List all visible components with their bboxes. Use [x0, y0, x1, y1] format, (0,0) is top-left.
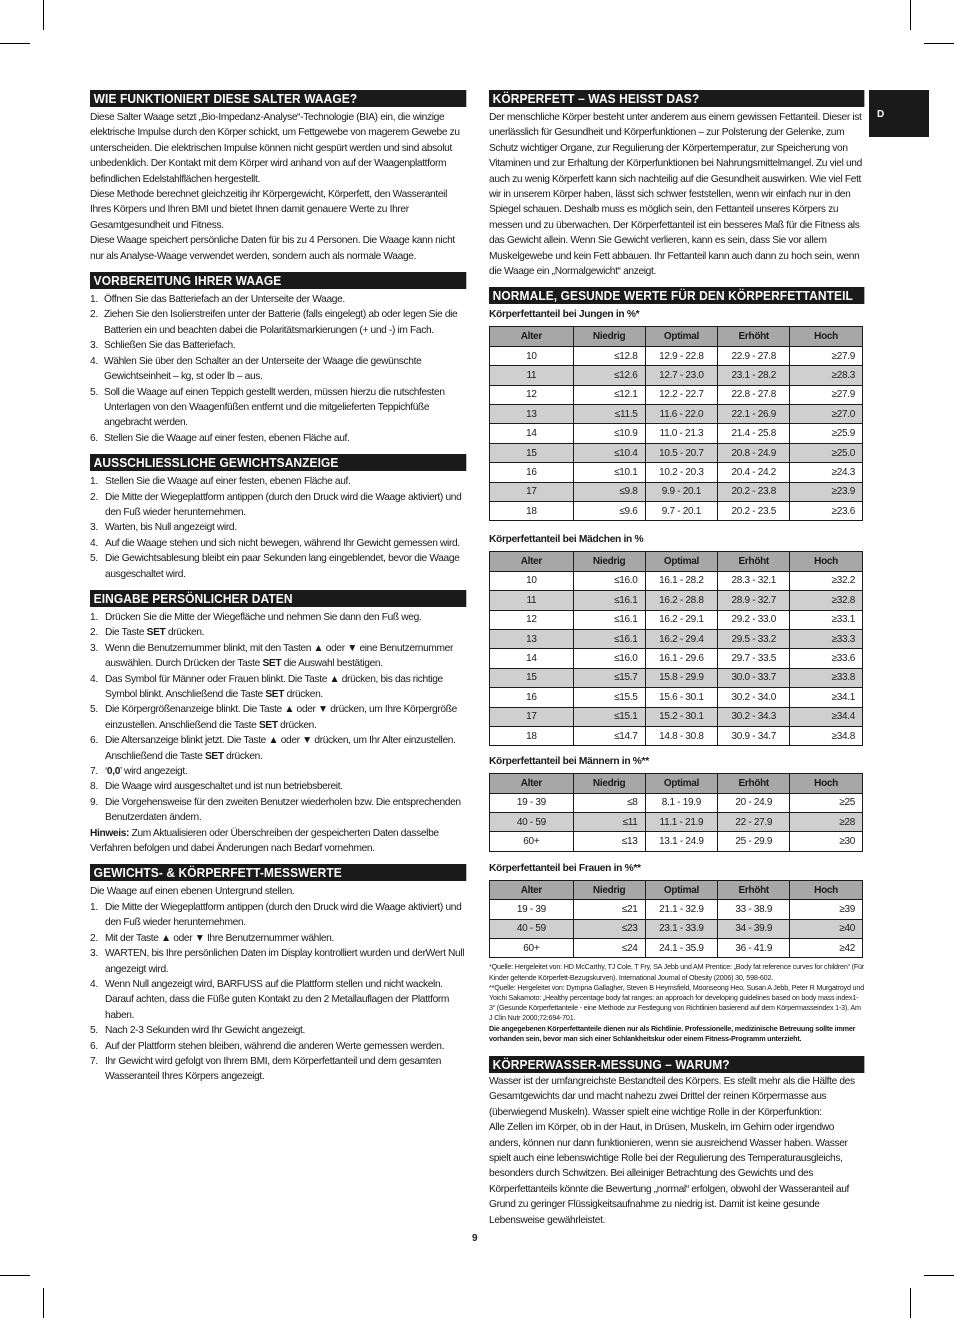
table-row [490, 482, 863, 501]
table-cell: 11.1 - 21.9 [645, 813, 718, 832]
table-cell: 16.2 - 28.8 [645, 591, 718, 610]
section-body-fat [489, 90, 864, 279]
footnote-source-1: *Quelle: Hergeleitet von: HD McCarthy, TJ Cole, T Fry, SA Jebb und AM Prentice: „Body fat reference curves for children“ (Für Kinder geltende Körperfett-Bezugskurven). International Journal of Obesity (2006) 30, 598-602. [489, 962, 864, 982]
table-cell: 20.8 - 24.9 [718, 443, 790, 462]
paragraph: Alle Zellen im Körper, ob in der Haut, in Drüsen, Muskeln, im Gehirn oder irgendwo anders, können nur dann funktionieren, wenn sie ausreichend Wasser haben. Wasser spielt auch eine lebenswichtige Rolle bei der Regulierung des Temperaturausgleichs, besonders durch Schwitzen. Bei alleiniger Betrachtung des Gewichts und des Körperfettanteils könnte die Bewertung „normal“ erfolgen, obwohl der Wasseranteil auf Grund zu geringer Flüssigkeitsaufnahme zu niedrig ist. Damit ist keine gesunde Lebensweise gewährleistet. [489, 1122, 850, 1226]
table-cell: 13 [490, 405, 574, 424]
list-item: 5. Die Körpergrößenanzeige blinkt. Die Taste ▲ oder ▼ drücken, um Ihre Körpergröße einzustellen. Anschließend die Taste SET drücken. [90, 704, 457, 731]
list-item: 6. Die Altersanzeige blinkt jetzt. Die Taste ▲ oder ▼ drücken, um Ihr Alter einzustellen. Anschließend die Taste SET drücken. [90, 735, 456, 762]
column-header: Hoch [790, 880, 863, 899]
list-item: 3. WARTEN, bis Ihre persönlichen Daten im Display kontrolliert wurden und derWert Null angezeigt wird. [90, 948, 465, 975]
crop-mark [924, 1275, 954, 1276]
table-cell: 15 [490, 443, 574, 462]
list-item: 3. Warten, bis Null angezeigt wird. [90, 522, 237, 534]
table-cell: 9.9 - 20.1 [645, 482, 718, 501]
list-item: 4. Wählen Sie über den Schalter an der Unterseite der Waage die gewünschte Gewichtseinheit – kg, st oder lb – aus. [90, 355, 422, 383]
table-cell: 34 - 39.9 [718, 919, 790, 938]
table-row [490, 629, 863, 648]
left-column [90, 90, 466, 1093]
table-cell: ≥42 [790, 939, 863, 958]
table-title-women: Körperfettanteil bei Frauen in %** [489, 862, 641, 874]
table-cell: 10.5 - 20.7 [645, 443, 718, 462]
table-cell: ≤21 [573, 900, 645, 919]
table-row [490, 919, 863, 938]
table-cell: 8.1 - 19.9 [645, 793, 718, 812]
zero-display-label: 0,0 [106, 766, 121, 778]
table-row [490, 405, 863, 424]
list-item: 4. Wenn Null angezeigt wird, BARFUSS auf die Plattform stellen und nicht wackeln. Darauf achten, dass die Füße guten Kontakt zu den 2 Metallauflagen der Plattform haben. [90, 978, 450, 1021]
table-cell: 22.9 - 27.8 [718, 346, 790, 365]
table-cell: 19 - 39 [490, 793, 574, 812]
column-header: Optimal [645, 552, 718, 571]
table-title-boys: Körperfettanteil bei Jungen in %* [489, 309, 640, 321]
table-cell: 16.1 - 29.6 [645, 649, 718, 668]
table-cell: ≥25 [790, 793, 863, 812]
section-weight-only [90, 454, 466, 582]
table-cell: 11 [490, 591, 574, 610]
table-cell: 25 - 29.9 [718, 832, 790, 851]
crop-mark [910, 1288, 911, 1318]
table-cell: ≥28.3 [790, 366, 863, 385]
table-cell: 14.8 - 30.8 [645, 726, 718, 745]
table-cell: ≤24 [573, 939, 645, 958]
table-cell: 11 [490, 366, 574, 385]
list-item: 4. Das Symbol für Männer oder Frauen blinkt. Die Taste ▲ drücken, bis das richtige Symbol blinkt. Anschließend die Taste SET drücken. [90, 673, 443, 700]
table-cell: 16.2 - 29.1 [645, 610, 718, 629]
table-row [490, 900, 863, 919]
table-cell: 30.0 - 33.7 [718, 668, 790, 687]
table-cell: 60+ [490, 939, 574, 958]
table-cell: 20.2 - 23.5 [718, 501, 790, 520]
list-item: 1. Stellen Sie die Waage auf einer festen, ebenen Fläche auf. [90, 476, 351, 488]
table-cell: ≤14.7 [573, 726, 645, 745]
table-cell: ≤9.6 [573, 501, 645, 520]
section-heading: AUSSCHLIESSLICHE GEWICHTSANZEIGE [90, 454, 466, 471]
table-row [490, 707, 863, 726]
table-cell: 29.2 - 33.0 [718, 610, 790, 629]
table-cell: 28.3 - 32.1 [718, 571, 790, 590]
table-cell: 22.8 - 27.8 [718, 385, 790, 404]
table-cell: 16.2 - 29.4 [645, 629, 718, 648]
table-cell: ≥33.8 [790, 668, 863, 687]
table-cell: ≥32.8 [790, 591, 863, 610]
column-header: Optimal [645, 774, 718, 793]
column-header: Alter [490, 327, 574, 346]
table-cell: ≤10.1 [573, 463, 645, 482]
list-item: 9. Die Vorgehensweise für den zweiten Benutzer wiederholen bzw. Die entsprechenden Benutzerdaten ändern. [90, 796, 461, 824]
table-cell: 10 [490, 571, 574, 590]
section-heading: WIE FUNKTIONIERT DIESE SALTER WAAGE? [90, 90, 466, 107]
crop-mark [0, 1275, 30, 1276]
table-cell: 23.1 - 33.9 [645, 919, 718, 938]
section-preparation [90, 272, 466, 446]
table-cell: ≥34.8 [790, 726, 863, 745]
table-women [489, 880, 863, 959]
table-row [490, 463, 863, 482]
table-cell: 21.4 - 25.8 [718, 424, 790, 443]
table-cell: ≥27.9 [790, 346, 863, 365]
table-cell: 12 [490, 385, 574, 404]
set-key-label: SET [258, 719, 278, 731]
column-header: Alter [490, 552, 574, 571]
list-item: 7. Ihr Gewicht wird gefolgt von Ihrem BMI, dem Körperfettanteil und dem gesamten Wasseranteil Ihres Körpers angezeigt. [90, 1055, 442, 1083]
paragraph: Wasser ist der umfangreichste Bestandteil des Körpers. Es stellt mehr als die Hälfte des Gesamtgewichts dar und macht nahezu zwei Drittel der reinen Körpermasse aus (überwiegend Muskeln). Wasser spielt eine wichtige Rolle in der Körperfunktion: [489, 1076, 855, 1118]
section-healthy-values [489, 287, 864, 1044]
column-header: Erhöht [718, 774, 790, 793]
preparation-steps [90, 292, 466, 446]
table-cell: 20.4 - 24.2 [718, 463, 790, 482]
measurement-steps [90, 900, 466, 1085]
table-cell: 17 [490, 482, 574, 501]
set-key-label: SET [204, 750, 224, 762]
page-number: 9 [472, 1233, 478, 1244]
table-row [490, 424, 863, 443]
table-cell: ≥25.0 [790, 443, 863, 462]
list-item: 2. Die Mitte der Wiegeplattform antippen (durch den Druck wird die Waage aktiviert) und den Fuß wieder herunternehmen. [90, 491, 462, 518]
table-cell: ≤11.5 [573, 405, 645, 424]
table-row [490, 501, 863, 520]
table-cell: ≥34.4 [790, 707, 863, 726]
table-cell: ≥27.9 [790, 385, 863, 404]
table-cell: 13 [490, 629, 574, 648]
table-cell: ≥28 [790, 813, 863, 832]
column-header: Erhöht [718, 880, 790, 899]
column-header: Erhöht [718, 552, 790, 571]
weight-only-steps [90, 474, 466, 582]
table-cell: ≥32.2 [790, 571, 863, 590]
table-cell: 33 - 38.9 [718, 900, 790, 919]
column-header: Niedrig [573, 774, 645, 793]
column-header: Niedrig [573, 880, 645, 899]
table-cell: 29.5 - 33.2 [718, 629, 790, 648]
table-cell: 16.1 - 28.2 [645, 571, 718, 590]
table-cell: ≥30 [790, 832, 863, 851]
paragraph: Diese Waage speichert persönliche Daten für bis zu 4 Personen. Die Waage kann nicht nur als Analyse-Waage verwendet werden, sondern auch als normale Waage. [90, 235, 455, 262]
list-item: 8. Die Waage wird ausgeschaltet und ist nun betriebsbereit. [90, 781, 343, 793]
crop-mark [924, 43, 954, 44]
table-row [490, 668, 863, 687]
table-cell: 10 [490, 346, 574, 365]
table-row [490, 832, 863, 851]
list-item: 5. Die Gewichtsablesung bleibt ein paar Sekunden lang eingeblendet, bevor die Waage ausgeschaltet wird. [90, 553, 460, 580]
table-cell: 15.6 - 30.1 [645, 688, 718, 707]
list-item: 1. Die Mitte der Wiegeplattform antippen (durch den Druck wird die Waage aktiviert) und den Fuß wieder herunternehmen. [90, 901, 462, 929]
table-cell: ≥33.3 [790, 629, 863, 648]
table-cell: ≤16.1 [573, 591, 645, 610]
table-cell: 12.2 - 22.7 [645, 385, 718, 404]
list-item: 1. Drücken Sie die Mitte der Wiegefläche und nehmen Sie dann den Fuß weg. [90, 611, 422, 623]
table-cell: 9.7 - 20.1 [645, 501, 718, 520]
table-cell: ≤12.8 [573, 346, 645, 365]
table-cell: 12.9 - 22.8 [645, 346, 718, 365]
table-row [490, 939, 863, 958]
list-item: 3. Schließen Sie das Batteriefach. [90, 340, 236, 352]
table-cell: ≤15.5 [573, 688, 645, 707]
list-item: 6. Auf der Plattform stehen bleiben, während die anderen Werte gemessen werden. [90, 1040, 445, 1052]
table-cell: 24.1 - 35.9 [645, 939, 718, 958]
table-cell: 14 [490, 424, 574, 443]
section-personal-data [90, 590, 466, 857]
table-cell: ≥27.0 [790, 405, 863, 424]
set-key-label: SET [146, 627, 166, 639]
table-cell: 20.2 - 23.8 [718, 482, 790, 501]
table-row [490, 813, 863, 832]
table-cell: 12.7 - 23.0 [645, 366, 718, 385]
table-cell: ≥25.9 [790, 424, 863, 443]
table-cell: ≤16.1 [573, 629, 645, 648]
table-cell: 18 [490, 726, 574, 745]
table-cell: ≤12.6 [573, 366, 645, 385]
list-item: 6. Stellen Sie die Waage auf einer festen, ebenen Fläche auf. [90, 432, 350, 444]
list-item: 5. Nach 2-3 Sekunden wird Ihr Gewicht angezeigt. [90, 1025, 306, 1037]
table-cell: 13.1 - 24.9 [645, 832, 718, 851]
table-cell: 15.8 - 29.9 [645, 668, 718, 687]
table-row [490, 610, 863, 629]
table-cell: 15.2 - 30.1 [645, 707, 718, 726]
column-header: Niedrig [573, 552, 645, 571]
table-cell: ≥40 [790, 919, 863, 938]
table-cell: 18 [490, 501, 574, 520]
table-row [490, 591, 863, 610]
list-item: 5. Soll die Waage auf einen Teppich gestellt werden, müssen hierzu die rutschfesten Unterlagen von den Waagenfüßen entfernt und die mitgelieferten Teppichfüße angebracht werden. [90, 386, 445, 429]
table-title-men: Körperfettanteil bei Männern in %** [489, 756, 649, 768]
table-cell: 30.2 - 34.0 [718, 688, 790, 707]
table-cell: 30.2 - 34.3 [718, 707, 790, 726]
table-cell: ≤13 [573, 832, 645, 851]
paragraph: Die Waage auf einen ebenen Untergrund stellen. [90, 886, 295, 898]
table-cell: ≤10.4 [573, 443, 645, 462]
table-cell: 29.7 - 33.5 [718, 649, 790, 668]
table-cell: ≤9.8 [573, 482, 645, 501]
section-heading: GEWICHTS- & KÖRPERFETT-MESSWERTE [90, 864, 466, 881]
table-cell: ≥23.6 [790, 501, 863, 520]
table-cell: ≤11 [573, 813, 645, 832]
column-header: Niedrig [573, 327, 645, 346]
table-cell: ≥24.3 [790, 463, 863, 482]
table-row [490, 366, 863, 385]
table-cell: 15 [490, 668, 574, 687]
list-item: 2. Mit der Taste ▲ oder ▼ Ihre Benutzernummer wählen. [90, 932, 334, 944]
table-cell: 17 [490, 707, 574, 726]
table-row [490, 346, 863, 365]
paragraph: Diese Methode berechnet gleichzeitig ihr Körpergewicht, Körperfett, den Wasseranteil Ihres Körpers und Ihren BMI und bietet Ihnen damit genauere Werte zu Ihrer Gesamtgesundheit und Fitness. [90, 189, 447, 231]
table-cell: ≤15.7 [573, 668, 645, 687]
set-key-label: SET [265, 689, 285, 700]
table-cell: 40 - 59 [490, 813, 574, 832]
table-cell: 10.2 - 20.3 [645, 463, 718, 482]
section-heading: NORMALE, GESUNDE WERTE FÜR DEN KÖRPERFETTANTEIL [489, 287, 864, 304]
table-title-girls: Körperfettanteil bei Mädchen in % [489, 534, 644, 546]
table-cell: ≥33.1 [790, 610, 863, 629]
list-item: 3. Wenn die Benutzernummer blinkt, mit den Tasten ▲ oder ▼ eine Benutzernummer auswählen. Durch Drücken der Taste SET die Auswahl bestätigen. [90, 642, 454, 670]
table-men [489, 773, 863, 852]
list-item: 2. Ziehen Sie den Isolierstreifen unter der Batterie (falls eingelegt) ab oder legen Sie die Batterien ein und beachten dabei die Polaritätsmarkierungen (+ und -) im Fach. [90, 309, 458, 336]
column-header: Optimal [645, 880, 718, 899]
table-row [490, 726, 863, 745]
table-cell: ≥39 [790, 900, 863, 919]
table-cell: ≤12.1 [573, 385, 645, 404]
list-item: 1. Öffnen Sie das Batteriefach an der Unterseite der Waage. [90, 294, 345, 306]
column-header: Hoch [790, 774, 863, 793]
table-cell: 11.0 - 21.3 [645, 424, 718, 443]
table-row [490, 688, 863, 707]
section-heading: VORBEREITUNG IHRER WAAGE [90, 272, 466, 289]
table-cell: 16 [490, 463, 574, 482]
table-cell: 21.1 - 32.9 [645, 900, 718, 919]
table-cell: ≥33.6 [790, 649, 863, 668]
table-cell: 60+ [490, 832, 574, 851]
column-header: Hoch [790, 552, 863, 571]
table-cell: 22 - 27.9 [718, 813, 790, 832]
table-cell: 12 [490, 610, 574, 629]
table-cell: 30.9 - 34.7 [718, 726, 790, 745]
table-cell: ≥23.9 [790, 482, 863, 501]
column-header: Alter [490, 880, 574, 899]
footnote-source-2: **Quelle: Hergeleitet von: Dympna Gallagher, Steven B Heymsfield, Moonseong Heo, Susan A Jebb, Peter R Murgatroyd und Yoichi Sakamoto: „Healthy percentage body fat ranges: an approach for developing guidelines based on body mass index1-3“ (Gesunde Körperfettanteile - eine Methode zur Festlegung von Richtlinien basierend auf dem Körpermasseindex 1-3). Am J Clin Nutr 2000;72:694-701. [489, 982, 864, 1023]
column-header: Erhöht [718, 327, 790, 346]
set-key-label: SET [262, 658, 282, 670]
section-heading: KÖRPERWASSER-MESSUNG – WARUM? [489, 1056, 864, 1073]
crop-mark [910, 0, 911, 30]
table-row [490, 443, 863, 462]
table-cell: 16 [490, 688, 574, 707]
right-column [489, 90, 864, 1236]
table-cell: ≤8 [573, 793, 645, 812]
table-row [490, 649, 863, 668]
section-measurement [90, 864, 466, 1084]
column-header: Optimal [645, 327, 718, 346]
column-header: Alter [490, 774, 574, 793]
paragraph: Diese Salter Waage setzt „Bio-Impedanz-Analyse“-Technologie (BIA) ein, die winzige elektrische Impulse durch den Körper schickt, um Fettgewebe von magerem Gewebe zu unterscheiden. Die elektrischen Impulse können nicht gespürt werden und sind absolut unbedenklich. Der Kontakt mit dem Körper wird anhand von auf der Waagenplattform befindlichen Edelstahlflächen hergestellt. [90, 112, 460, 185]
table-cell: 36 - 41.9 [718, 939, 790, 958]
table-cell: 14 [490, 649, 574, 668]
crop-mark [43, 0, 44, 30]
section-how-it-works [90, 90, 466, 264]
table-girls [489, 551, 863, 746]
table-cell: ≤10.9 [573, 424, 645, 443]
table-cell: ≤16.0 [573, 649, 645, 668]
table-cell: 19 - 39 [490, 900, 574, 919]
hint-note: Hinweis: Zum Aktualisieren oder Überschreiben der gespeicherten Daten dasselbe Verfahren befolgen und dabei Änderungen nach Bedarf vornehmen. [90, 827, 439, 855]
table-cell: ≤23 [573, 919, 645, 938]
table-cell: 23.1 - 28.2 [718, 366, 790, 385]
footnote-disclaimer: Die angegebenen Körperfettanteile dienen nur als Richtlinie. Professionelle, medizinische Betreuung sollte immer vorhanden sein, bevor man sich einer Schlankheitskur oder einem Fitness-Programm unterzieht. [489, 1023, 856, 1043]
table-cell: 20 - 24.9 [718, 793, 790, 812]
crop-mark [43, 1288, 44, 1318]
table-row [490, 571, 863, 590]
table-row [490, 385, 863, 404]
paragraph: Der menschliche Körper besteht unter anderem aus einem gewissen Fettanteil. Dieser ist unerlässlich für Gesundheit und Körperfunktionen – zur Polsterung der Gelenke, zum Schutz wichtiger Organe, zur Regulierung der Körpertemperatur, zur Speicherung von Vitaminen und zur Erhaltung der Körperfunktionen bei Nahrungsmittelmangel. Zu viel und auch zu wenig Körperfett kann sich nachteilig auf die Gesundheit auswirken. Wie viel Fett wir in unserem Körper haben, lässt sich schwer feststellen, wenn wir einfach nur in den Spiegel schauen. Deshalb muss es möglich sein, den Fettanteil unseres Körpers zu messen und zu überwachen. Der Körperfettanteil ist ein besseres Maß für die Fitness als das Gewicht allein. Wenn Sie Gewicht verlieren, kann es sein, dass Sie vor allem Muskelgewebe und kein Fett abbauen. Ihr Fettanteil kann auch dann zu hoch sein, wenn die Waage ein „Normalgewicht“ anzeigt. [489, 112, 862, 278]
list-item: 4. Auf die Waage stehen und sich nicht bewegen, während Ihr Gewicht gemessen wird. [90, 537, 460, 549]
section-heading: KÖRPERFETT – WAS HEISST DAS? [489, 90, 864, 107]
list-item: 7. ‘0,0’ wird angezeigt. [90, 766, 188, 778]
language-tab: D [869, 90, 929, 137]
table-cell: ≤16.0 [573, 571, 645, 590]
table-cell: ≤16.1 [573, 610, 645, 629]
table-row [490, 793, 863, 812]
table-cell: 11.6 - 22.0 [645, 405, 718, 424]
section-body-water [489, 1056, 864, 1228]
list-item: 2. Die Taste SET drücken. [90, 627, 205, 639]
table-cell: ≤15.1 [573, 707, 645, 726]
crop-mark [0, 43, 30, 44]
table-cell: ≥34.1 [790, 688, 863, 707]
personal-data-steps [90, 610, 466, 826]
table-boys [489, 326, 863, 521]
table-cell: 28.9 - 32.7 [718, 591, 790, 610]
table-cell: 40 - 59 [490, 919, 574, 938]
section-heading: EINGABE PERSÖNLICHER DATEN [90, 590, 466, 607]
table-cell: 22.1 - 26.9 [718, 405, 790, 424]
column-header: Hoch [790, 327, 863, 346]
